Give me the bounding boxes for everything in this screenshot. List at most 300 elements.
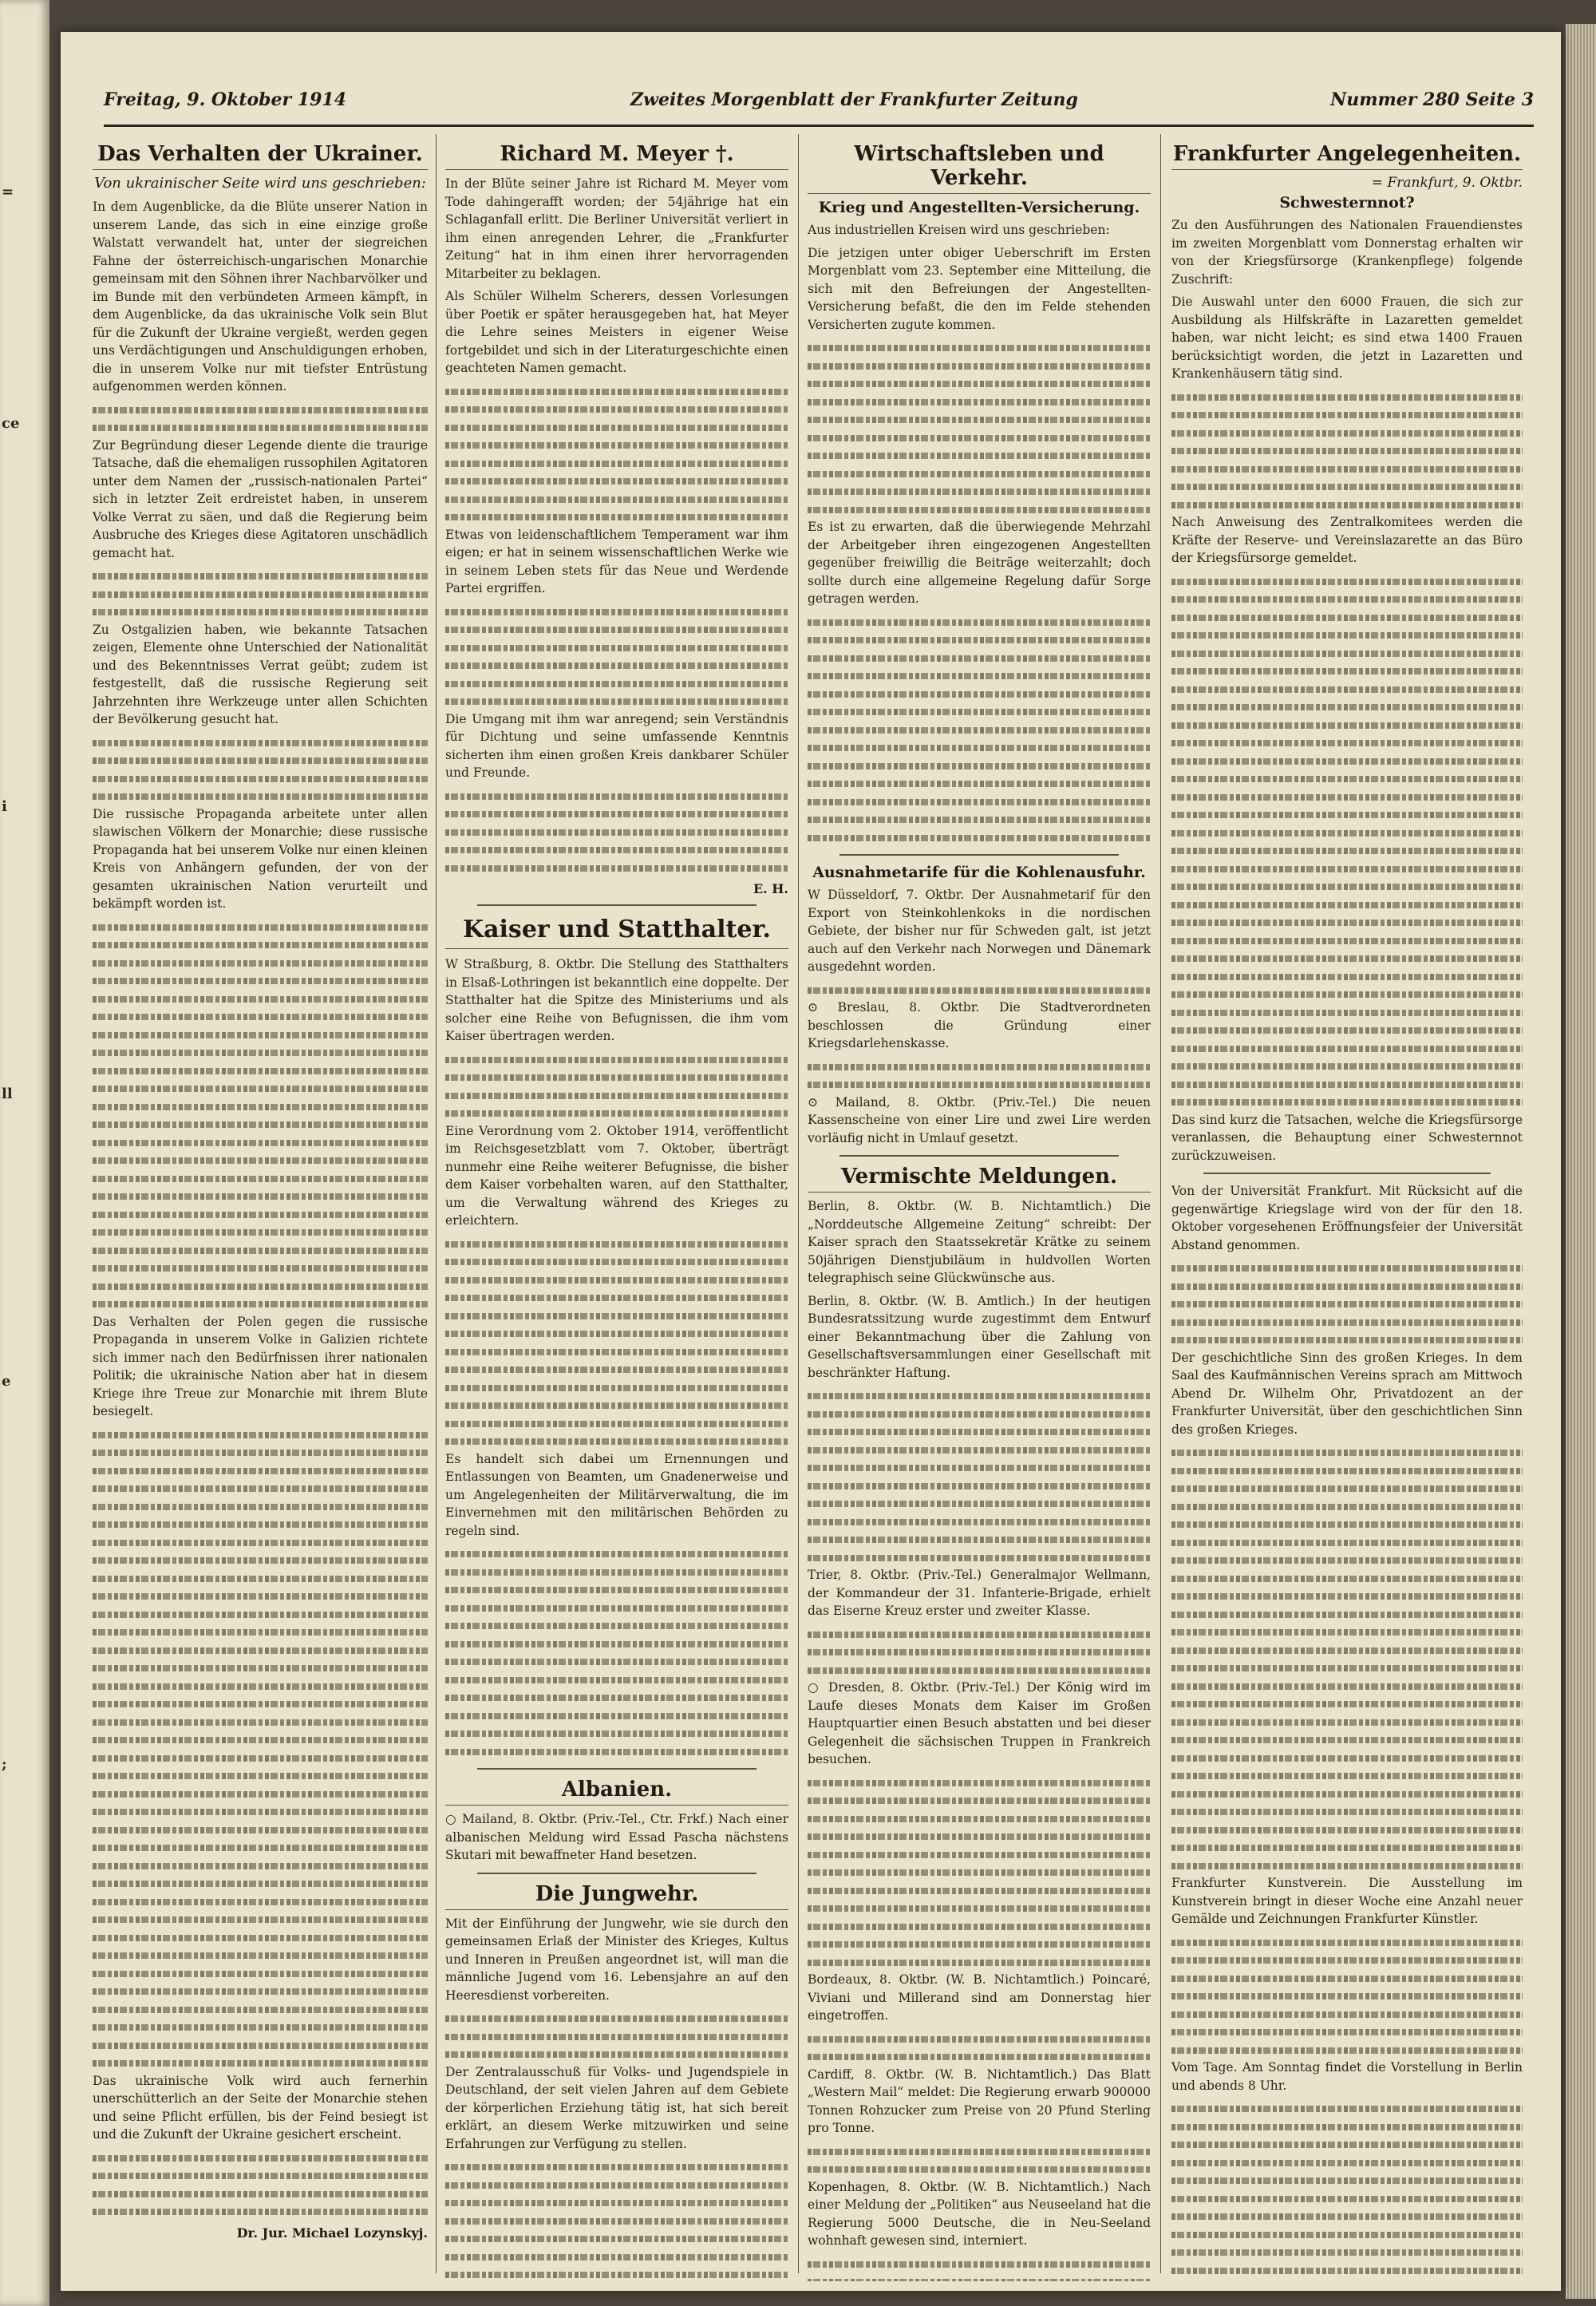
article-paragraph: Es ist zu erwarten, daß die überwiegende Mehrzahl der Arbeitgeber ihren eingezogenen Angestellten gegenüber freiwillig die Beiträge weiterzahlt; doch sollte durch eine allgemeine Regelung dafür Sorge getragen werden. xyxy=(808,520,1151,606)
text-line xyxy=(445,603,788,621)
article-paragraph: Aus industriellen Kreisen wird uns geschrieben: xyxy=(808,223,1110,237)
text-line xyxy=(93,1928,428,1947)
text-line xyxy=(1171,1259,1523,1277)
section-divider xyxy=(1203,1173,1491,1174)
text-line xyxy=(1171,2189,1523,2208)
text-line xyxy=(93,1677,428,1695)
text-line xyxy=(808,1845,1151,1864)
text-line xyxy=(1171,967,1523,986)
text-line xyxy=(808,1935,1151,1953)
article-paragraph: Eine Verordnung vom 2. Oktober 1914, veröffentlicht im Reichsgesetzblatt vom 7. Oktober, überträgt nunmehr eine Reihe weiterer Befugnisse, die bisher dem Kaiser vorbehalten waren, auf den Statthalter, um die Verwaltung während des Krieges zu erleichtern. xyxy=(445,1123,788,1228)
column-wirtschaft xyxy=(808,134,1151,2281)
text-line xyxy=(1171,769,1523,788)
article-paragraph: Berlin, 8. Oktbr. (W. B. Amtlich.) In der heutigen Bundesratssitzung wurde zugestimmt dem Entwurf einer Bekanntmachung über die Zahlung von Gesellschaftsversammlungen einer Gesellschaft mit beschränkter Haftung. xyxy=(808,1293,1151,1380)
article-paragraph: Der geschichtliche Sinn des großen Krieges. In dem Saal des Kaufmännischen Vereins sprach am Mittwoch Abend Dr. Wilhelm Ohr, Privatdozent an der Frankfurter Universität, über den geschichtlichen Sinn des großen Krieges. xyxy=(1171,1350,1523,1437)
text-line xyxy=(445,1652,788,1671)
text-line xyxy=(808,685,1151,703)
text-line xyxy=(1171,1749,1523,1767)
text-line xyxy=(1171,1766,1523,1785)
text-line xyxy=(93,1007,428,1026)
text-line xyxy=(808,631,1151,649)
text-line xyxy=(445,2176,788,2194)
text-line xyxy=(808,829,1151,847)
text-line xyxy=(1171,931,1523,950)
text-line xyxy=(808,465,1151,483)
text-line xyxy=(93,1133,428,1152)
text-line xyxy=(445,674,788,693)
text-line xyxy=(1171,2154,1523,2172)
issue-number: Nummer 280 Seite 3 xyxy=(1330,89,1534,110)
text-line xyxy=(93,1641,428,1659)
text-line xyxy=(445,859,788,877)
text-line xyxy=(93,1241,428,1260)
text-line xyxy=(445,436,788,454)
text-line xyxy=(1171,1331,1523,1349)
text-line xyxy=(93,1026,428,1044)
column-rule xyxy=(436,134,437,2273)
text-line xyxy=(808,738,1151,757)
text-line xyxy=(1171,460,1523,478)
text-line xyxy=(93,2166,428,2185)
text-line xyxy=(445,2158,788,2176)
text-line xyxy=(1171,626,1523,644)
article-paragraph: Nach Anweisung des Zentralkomitees werden die Kräfte der Reserve- und Vereinslazarette an das Büro der Kriegsfürsorge gemeldet. xyxy=(1171,515,1523,565)
column-meyer-kaiser xyxy=(445,134,788,2281)
text-line xyxy=(1171,1313,1523,1331)
text-line xyxy=(808,702,1151,721)
text-line xyxy=(1171,1659,1523,1677)
text-line xyxy=(93,1169,428,1188)
text-line xyxy=(93,567,428,585)
text-line xyxy=(1171,1623,1523,1641)
text-line xyxy=(445,2212,788,2230)
text-line xyxy=(93,1893,428,1911)
newspaper-page xyxy=(61,32,1561,2291)
text-line xyxy=(93,990,428,1008)
text-line xyxy=(445,1545,788,1563)
text-line xyxy=(1171,734,1523,752)
text-line xyxy=(93,1874,428,1893)
text-line xyxy=(1171,1039,1523,1058)
text-line xyxy=(445,418,788,437)
article-paragraph: ○ Mailand, 8. Oktbr. (Priv.-Tel., Ctr. Frkf.) Nach einer albanischen Meldung wird Essad Pascha nächstens Skutari mit bewaffneter Hand besetzen. xyxy=(445,1812,788,1862)
text-line xyxy=(445,2009,788,2027)
text-line xyxy=(1171,1021,1523,1039)
newspaper-title: Zweites Morgenblatt der Frankfurter Zeitung xyxy=(630,89,1078,110)
article-paragraph: Der Zentralausschuß für Volks- und Jugendspiele in Deutschland, der seit vielen Jahren auf dem Gebiete der körperlichen Erziehung tätig ist, hat sich bereit erklärt, an diesem Werke mitzuwirken und seine Erfahrungen zur Verfügung zu stellen. xyxy=(445,2064,788,2151)
text-line xyxy=(445,787,788,805)
text-line xyxy=(1171,2207,1523,2225)
text-line xyxy=(445,2045,788,2063)
text-line xyxy=(808,1494,1151,1513)
text-line xyxy=(1171,841,1523,860)
text-line xyxy=(93,418,428,437)
text-line xyxy=(808,1422,1151,1441)
text-line xyxy=(808,500,1151,519)
text-line xyxy=(1171,1003,1523,1022)
text-line xyxy=(1171,1951,1523,1969)
article-paragraph: Das sind kurz die Tatsachen, welche die Kriegsfürsorge veranlassen, die Behauptung einer Schwesternnot zurückzuweisen. xyxy=(1171,1112,1523,1163)
text-line xyxy=(445,1688,788,1707)
text-line xyxy=(93,1151,428,1169)
text-line xyxy=(808,1863,1151,1881)
text-line xyxy=(93,1462,428,1480)
text-line xyxy=(1171,1057,1523,1075)
text-line xyxy=(1171,441,1523,460)
text-line xyxy=(445,692,788,710)
text-line xyxy=(445,508,788,526)
article-paragraph: Die Auswahl unter den 6000 Frauen, die sich zur Ausbildung als Hilfskräfte in Lazaretten gemeldet haben, war nicht leicht; es sind etwa 1400 Frauen berücksichtigt worden, die jetzt in Lazaretten und Krankenhäusern tätig sind. xyxy=(1171,295,1523,381)
previous-page-edge: = ce i ll e ; xyxy=(0,0,49,2306)
text-line xyxy=(445,1414,788,1433)
text-line xyxy=(445,1724,788,1742)
text-line xyxy=(1171,913,1523,931)
text-line xyxy=(93,1695,428,1713)
text-line xyxy=(93,1857,428,1875)
text-line xyxy=(808,1810,1151,1828)
text-line xyxy=(445,1742,788,1761)
text-line xyxy=(445,1671,788,1689)
text-line xyxy=(93,787,428,805)
text-line xyxy=(93,1821,428,1839)
text-line xyxy=(445,1616,788,1635)
text-line xyxy=(808,1458,1151,1477)
article-paragraph: In dem Augenblicke, da die Blüte unserer Nation in unserem Lande, das sich in eine einzige große Walstatt verwandelt hat, unter der siegreichen Fahne der österreichisch-ungarischen Monarchie gemeinsam mit den Söhnen ihrer Nachbarvölker und im Bunde mit den verbündeten Armeen kämpft, in dem Augenblicke, da das ukrainische Volk sein Blut für die Zukunft der Ukraine vergießt, werden gegen uns Verdächtigungen und Anschuldigungen erhoben, die in unserem Volke nur mit tiefster Entrüstung aufgenommen werden können. xyxy=(93,200,428,394)
text-line xyxy=(1171,1295,1523,1313)
text-line xyxy=(93,1515,428,1533)
article-paragraph: Kopenhagen, 8. Oktbr. (W. B. Nichtamtlich.) Nach einer Meldung der „Politiken“ aus Neuseeland hat die Regierung 5000 Deutsche, die in Neu-Seeland wohnhaft gewesen sind, interniert. xyxy=(808,2179,1151,2248)
text-line xyxy=(445,1599,788,1617)
text-line xyxy=(93,1587,428,1605)
text-line xyxy=(93,1098,428,1116)
text-line xyxy=(808,1058,1151,1076)
text-line xyxy=(808,1477,1151,1495)
text-line xyxy=(445,1086,788,1105)
text-line xyxy=(1171,824,1523,842)
text-line xyxy=(1171,1969,1523,1988)
article-paragraph: Die jetzigen unter obiger Ueberschrift im Ersten Morgenblatt vom 23. September eine Mitteilung, die sich mit den Befreiungen der Angestellten-Versicherung befaßt, die den im Felde stehenden Versicherten zugute kommen. xyxy=(808,245,1151,332)
text-line xyxy=(445,2248,788,2266)
book-page-edges xyxy=(1566,24,1596,2299)
text-line xyxy=(808,357,1151,375)
text-line xyxy=(1171,662,1523,680)
text-line xyxy=(445,1635,788,1653)
text-line xyxy=(93,585,428,603)
text-line xyxy=(93,1730,428,1749)
text-line xyxy=(93,2018,428,2036)
text-line xyxy=(93,769,428,788)
masthead xyxy=(104,85,1534,127)
text-line xyxy=(808,2272,1151,2281)
text-line xyxy=(1171,2041,1523,2059)
text-line xyxy=(93,1569,428,1588)
text-line xyxy=(93,2185,428,2203)
article-paragraph: W Düsseldorf, 7. Oktbr. Der Ausnahmetarif für den Export von Steinkohlenkoks in die nordischen Gebiete, der bisher nur für Schweden galt, ist jetzt auch auf den Verkehr nach Norwegen und Dänemark ausgedehnt worden. xyxy=(808,888,1151,974)
text-line xyxy=(1171,2261,1523,2280)
dateline: = Frankfurt, 9. Oktbr. xyxy=(1371,175,1523,191)
column-rule xyxy=(798,134,799,2273)
column-ukrainer xyxy=(93,134,428,2281)
text-line xyxy=(93,1623,428,1641)
text-line xyxy=(93,1785,428,1803)
article-paragraph: Das Verhalten der Polen gegen die russische Propaganda in unserem Volke in Galizien richtete sich immer nach den Bedürfnissen ihrer nationalen Politik; die ukrainische Nation aber hat in diesem Kriege ihre Treue zur Monarchie mit ihrem Blute besiegelt. xyxy=(93,1314,428,1418)
text-line xyxy=(808,429,1151,447)
section-divider xyxy=(839,1155,1119,1157)
text-line xyxy=(93,1205,428,1224)
text-line xyxy=(93,918,428,936)
text-line xyxy=(1171,896,1523,914)
article-headline: Kaiser und Statthalter. xyxy=(445,916,788,949)
text-line xyxy=(1171,1497,1523,1516)
text-line xyxy=(808,393,1151,411)
text-line xyxy=(1171,1641,1523,1659)
issue-date: Freitag, 9. Oktober 1914 xyxy=(104,89,347,110)
text-line xyxy=(93,1964,428,1983)
text-line xyxy=(445,1252,788,1271)
article-headline: Die Jungwehr. xyxy=(445,1882,788,1910)
text-line xyxy=(445,1580,788,1599)
text-line xyxy=(1171,1713,1523,1731)
text-line xyxy=(93,1533,428,1552)
text-line xyxy=(93,401,428,419)
text-line xyxy=(1171,424,1523,442)
text-line xyxy=(93,935,428,954)
text-line xyxy=(808,2142,1151,2161)
text-line xyxy=(1171,1987,1523,2005)
article-paragraph: Als Schüler Wilhelm Scherers, dessen Vorlesungen über Poetik er später herausgegeben hat, hat Meyer die Lehre seines Meisters in eigener Weise fortgebildet und sich in der Literaturgeschichte einen geachteten Namen gemacht. xyxy=(445,289,788,375)
text-line xyxy=(1171,1838,1523,1857)
section-divider xyxy=(477,904,757,906)
text-line xyxy=(1171,805,1523,824)
text-line xyxy=(808,2160,1151,2178)
text-line xyxy=(445,2229,788,2248)
text-line xyxy=(1171,1569,1523,1588)
text-line xyxy=(445,841,788,859)
text-line xyxy=(808,793,1151,811)
article-paragraph: ⊙ Breslau, 8. Oktbr. Die Stadtverordneten beschlossen die Gründung einer Kriegsdarlehenskasse. xyxy=(808,1000,1151,1050)
text-line xyxy=(808,1513,1151,1531)
text-line xyxy=(808,410,1151,429)
article-paragraph: ⊙ Mailand, 8. Oktbr. (Priv.-Tel.) Die neuen Kassenscheine von einer Lire und zwei Lire werden vorläufig nicht in Umlauf gesetzt. xyxy=(808,1094,1151,1145)
text-line xyxy=(1171,1075,1523,1094)
text-line xyxy=(1171,1587,1523,1605)
text-line xyxy=(808,2030,1151,2048)
column-rule xyxy=(1160,134,1161,2273)
text-line xyxy=(808,1881,1151,1900)
section-headline: Wirtschaftsleben und Verkehr. xyxy=(808,142,1151,194)
text-line xyxy=(1171,2023,1523,2041)
text-line xyxy=(1171,2225,1523,2244)
text-line xyxy=(93,1479,428,1497)
text-line xyxy=(1171,1551,1523,1569)
text-line xyxy=(1171,1462,1523,1480)
text-line xyxy=(445,1271,788,1289)
text-line xyxy=(1171,1933,1523,1952)
text-line xyxy=(1171,608,1523,627)
text-line xyxy=(445,656,788,674)
text-line xyxy=(808,338,1151,357)
text-line xyxy=(1171,644,1523,663)
text-line xyxy=(808,1774,1151,1792)
text-line xyxy=(808,981,1151,999)
text-line xyxy=(1171,860,1523,878)
text-line xyxy=(93,1079,428,1098)
article-signature: E. H. xyxy=(753,881,788,896)
text-line xyxy=(808,1386,1151,1405)
text-line xyxy=(93,1982,428,2000)
text-line xyxy=(1171,1857,1523,1875)
text-line xyxy=(1171,2005,1523,2023)
text-line xyxy=(93,1062,428,1080)
text-line xyxy=(93,2000,428,2019)
article-paragraph: Bordeaux, 8. Oktbr. (W. B. Nichtamtlich.) Poincaré, Viviani und Millerand sind am Donnerstag hier eingetroffen. xyxy=(808,1972,1151,2023)
text-line xyxy=(93,954,428,972)
text-line xyxy=(1171,2243,1523,2261)
article-paragraph: Zu den Ausführungen des Nationalen Frauendienstes im zweiten Morgenblatt vom Donnerstag erhalten wir von der Kriegsfürsorge (Krankenpflege) folgende Zuschrift: xyxy=(1171,218,1523,287)
text-line xyxy=(808,446,1151,465)
text-line xyxy=(808,1791,1151,1810)
text-line xyxy=(445,620,788,639)
text-line xyxy=(93,1766,428,1785)
text-line xyxy=(93,1749,428,1767)
text-line xyxy=(1171,680,1523,698)
article-paragraph: ○ Dresden, 8. Oktbr. (Priv.-Tel.) Der König wird im Laufe dieses Monats dem Kaiser im Großen Hauptquartier einen Besuch abstatten und bei dieser Gelegenheit die sächsischen Truppen in Frankreich besuchen. xyxy=(808,1680,1151,1766)
article-paragraph: W Straßburg, 8. Oktbr. Die Stellung des Statthalters in Elsaß-Lothringen ist bekanntlich eine doppelte. Der Statthalter hat die Spitze des Ministeriums und als solcher eine Reihe von Befugnissen, die ihm vom Kaiser übertragen werden. xyxy=(445,957,788,1043)
text-line xyxy=(445,1563,788,1581)
section-headline: Frankfurter Angelegenheiten. xyxy=(1171,142,1523,170)
text-line xyxy=(1171,496,1523,514)
text-line xyxy=(808,1899,1151,1917)
article-paragraph: Trier, 8. Oktbr. (Priv.-Tel.) Generalmajor Wellmann, der Kommandeur der 31. Infanterie-Brigade, erhielt das Eiserne Kreuz erster und zweiter Klasse. xyxy=(808,1568,1151,1618)
text-line xyxy=(808,1661,1151,1679)
text-line xyxy=(1171,1277,1523,1295)
text-line xyxy=(1171,698,1523,716)
text-line xyxy=(1171,405,1523,424)
text-line xyxy=(808,1405,1151,1423)
text-line xyxy=(93,1426,428,1444)
article-subheadline: Krieg und Angestellten-Versicherung. xyxy=(818,199,1140,216)
article-paragraph: Die russische Propaganda arbeitete unter allen slawischen Völkern der Monarchie; diese russische Propaganda hat bei unserem Volke nur einen kleinen Kreis von Anhängern gefunden, der von der gesamten ukrainischen Nation verurteilt und bekämpft worden ist. xyxy=(93,806,428,911)
text-line xyxy=(808,757,1151,775)
text-line xyxy=(445,1050,788,1069)
column-frankfurt xyxy=(1171,134,1523,2281)
article-paragraph: Vom Tage. Am Sonntag findet die Vorstellung in Berlin und abends 8 Uhr. xyxy=(1171,2060,1523,2093)
text-line xyxy=(808,810,1151,829)
text-line xyxy=(93,1187,428,1205)
text-line xyxy=(445,2265,788,2281)
text-line xyxy=(93,1223,428,1241)
text-line xyxy=(93,1295,428,1313)
article-headline: Richard M. Meyer †. xyxy=(445,142,788,170)
text-line xyxy=(1171,2099,1523,2118)
text-line xyxy=(1171,949,1523,967)
text-line xyxy=(93,1802,428,1821)
text-line xyxy=(808,1827,1151,1845)
text-line xyxy=(445,1707,788,1725)
article-paragraph: Zu Ostgalizien haben, wie bekannte Tatsachen zeigen, Elemente ohne Unterschied der Nationalität und des Bekenntnisses Verrat geübt; zudem ist festgestellt, daß die russische Regierung seit Jahrzehnten ihre Werkzeuge unter allen Schichten der Bevölkerung gesucht hat. xyxy=(93,622,428,726)
text-line xyxy=(808,774,1151,793)
article-paragraph: Mit der Einführung der Jungwehr, wie sie durch den gemeinsamen Erlaß der Minister des Krieges, Kultus und Inneren in Preußen angeordnet ist, will man die männliche Jugend vom 16. Lebensjahre an auf den Heeresdienst vorbereiten. xyxy=(445,1916,788,2003)
article-paragraph: Etwas von leidenschaftlichem Temperament war ihm eigen; er hat in seinem wissenschaftlichen Werke wie in seinem Leben stets für das Neue und Werdende Partei ergriffen. xyxy=(445,527,788,595)
article-subheadline: Schwesternnot? xyxy=(1279,194,1415,212)
text-line xyxy=(1171,716,1523,734)
article-paragraph: Das ukrainische Volk wird auch fernerhin unerschütterlich an der Seite der Monarchie stehen und seine Pflicht erfüllen, bis der Feind besiegt ist und die Zukunft der Ukraine gesichert erscheint. xyxy=(93,2073,428,2142)
article-lead: Von ukrainischer Seite wird uns geschrieben: xyxy=(94,175,426,192)
text-line xyxy=(1171,1677,1523,1695)
text-line xyxy=(93,1605,428,1624)
text-line xyxy=(93,751,428,769)
text-line xyxy=(1171,2171,1523,2189)
text-line xyxy=(808,482,1151,500)
text-line xyxy=(1171,1443,1523,1462)
article-headline: Albanien. xyxy=(445,1778,788,1806)
article-paragraph: Cardiff, 8. Oktbr. (W. B. Nichtamtlich.) Das Blatt „Western Mail“ meldet: Die Regierung erwarb 900000 Tonnen Rohzucker zum Preise von 20 Pfund Sterling pro Tonne. xyxy=(808,2067,1151,2135)
text-line xyxy=(808,1643,1151,1661)
text-line xyxy=(808,1075,1151,1094)
text-line xyxy=(445,1288,788,1307)
text-line xyxy=(1171,590,1523,608)
text-line xyxy=(93,2036,428,2055)
text-line xyxy=(1171,788,1523,806)
text-line xyxy=(1171,477,1523,496)
text-line xyxy=(93,1497,428,1516)
text-line xyxy=(445,1378,788,1397)
text-line xyxy=(1171,1479,1523,1497)
text-line xyxy=(93,1259,428,1277)
text-line xyxy=(445,1235,788,1253)
text-line xyxy=(93,603,428,621)
text-line xyxy=(445,454,788,473)
section-headline: Vermischte Meldungen. xyxy=(808,1165,1151,1193)
text-line xyxy=(1171,572,1523,591)
text-line xyxy=(1171,1093,1523,1111)
text-line xyxy=(445,1104,788,1122)
text-line xyxy=(1171,1533,1523,1552)
text-line xyxy=(808,721,1151,739)
text-line xyxy=(93,734,428,752)
text-line xyxy=(93,1551,428,1569)
text-line xyxy=(1171,1515,1523,1533)
section-divider xyxy=(477,1768,757,1770)
text-line xyxy=(1171,2118,1523,2136)
text-line xyxy=(93,1277,428,1295)
text-line xyxy=(445,382,788,401)
text-line xyxy=(445,823,788,841)
article-paragraph: Zur Begründung dieser Legende diente die traurige Tatsache, daß die ehemaligen russophilen Agitatoren unter dem Namen der „russisch-nationalen Partei“ sich in letzter Zeit erdreistet haben, in unserem Volke Verrat zu säen, und daß die Regierung beim Ausbruche des Krieges diese Agitatoren unschädlich gemacht hat. xyxy=(93,437,428,560)
text-line xyxy=(93,971,428,990)
text-line xyxy=(1171,388,1523,406)
article-paragraph: Es handelt sich dabei um Ernennungen und Entlassungen von Beamten, um Gnadenerweise und um Angelegenheiten der Militärverwaltung, die im Einvernehmen mit den militärischen Behörden zu regeln sind. xyxy=(445,1451,788,1538)
article-subheadline: Ausnahmetarife für die Kohlenausfuhr. xyxy=(812,864,1146,881)
article-paragraph: In der Blüte seiner Jahre ist Richard M. Meyer vom Tode dahingerafft worden; der 54jährige hat ein Schlaganfall erlitt. Die Berliner Universität verliert in ihm einen anregenden Lehrer, die „Frankfurter Zeitung“ hat in ihm einen ihrer hervorragenden Mitarbeiter zu beklagen. xyxy=(445,176,788,281)
text-line xyxy=(808,1549,1151,1567)
text-line xyxy=(93,1910,428,1928)
text-line xyxy=(93,1946,428,1964)
article-paragraph: Berlin, 8. Oktbr. (W. B. Nichtamtlich.) Die „Norddeutsche Allgemeine Zeitung“ schreibt: Der Kaiser sprach den Staatssekretär Krätke zu seinem 50jährigen Dienstjubiläum in huldvollen Worten telegraphisch seine Glückwünsche aus. xyxy=(808,1199,1151,1285)
text-line xyxy=(1171,752,1523,770)
text-line xyxy=(808,1953,1151,1972)
text-line xyxy=(445,2193,788,2212)
text-line xyxy=(445,1396,788,1414)
article-signature: Dr. Jur. Michael Lozynskyj. xyxy=(236,2225,428,2241)
text-line xyxy=(445,1068,788,1086)
text-line xyxy=(445,1324,788,1343)
text-line xyxy=(808,2255,1151,2273)
text-line xyxy=(445,472,788,490)
text-line xyxy=(93,1659,428,1677)
text-line xyxy=(1171,1605,1523,1624)
text-line xyxy=(445,639,788,657)
